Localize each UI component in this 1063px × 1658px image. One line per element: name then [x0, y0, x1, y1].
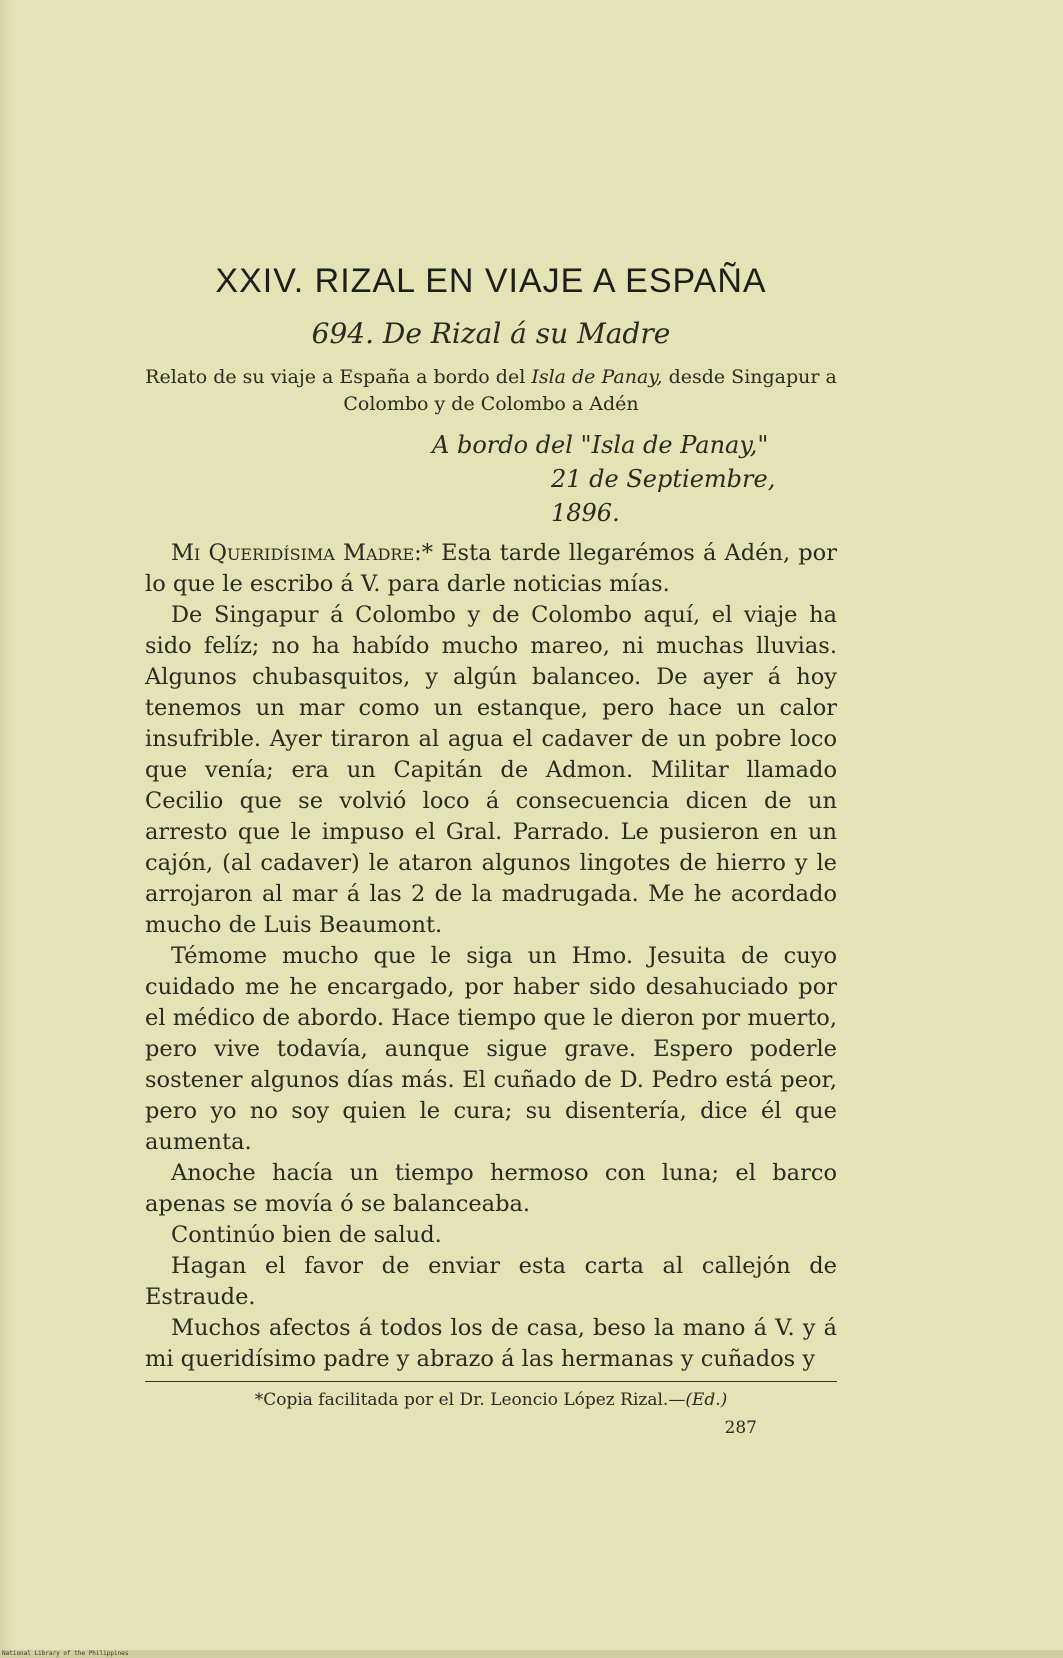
letter-heading: 694. De Rizal á su Madre — [311, 317, 671, 350]
page-content — [145, 262, 837, 1438]
summary-text-post: desde Singapur a Colombo y de Colombo a Adén — [343, 366, 837, 415]
summary-ship-name: Isla de Panay, — [531, 366, 663, 388]
salutation: Mi Queridísima Madre: — [171, 540, 422, 566]
summary-text-pre: Relato de su viaje a España a bordo del — [145, 366, 532, 388]
letter-body — [145, 538, 837, 1375]
footnote-divider — [145, 1381, 837, 1382]
page-edge — [0, 0, 14, 1658]
paragraph: Anoche hacía un tiempo hermoso con luna; el barco apenas se movía ó se balanceaba. — [145, 1160, 837, 1217]
letter-summary — [145, 364, 837, 418]
dateline — [145, 428, 837, 530]
footnote-text: *Copia facilitada por el Dr. Leoncio López Rizal.— — [254, 1390, 686, 1410]
paragraph-text: * Esta tarde llegarémos á Adén, por lo que le escribo á V. para darle noticias mías. — [145, 540, 837, 597]
paragraph: Hagan el favor de enviar esta carta al callejón de Estraude. — [145, 1253, 837, 1310]
dateline-place: A bordo del "Isla de Panay," — [432, 431, 769, 459]
paragraph: Muchos afectos á todos los de casa, beso la mano á V. y á mi queridísimo padre y abrazo á las hermanas y cuñados y — [145, 1315, 837, 1372]
paragraph: Témome mucho que le siga un Hmo. Jesuita de cuyo cuidado me he encargado, por haber sido desahuciado por el médico de abordo. Hace tiempo que le dieron por muerto, pero vive todavía, aunque sigue grave. Espero poderle sostener algunos días más. El cuñado de D. Pedro está peor, pero yo no soy quien le cura; su disentería, dice él que aumenta. — [145, 943, 837, 1155]
footnote-editor: (Ed.) — [685, 1390, 728, 1410]
footnote — [145, 1390, 837, 1410]
paragraph: De Singapur á Colombo y de Colombo aquí, el viaje ha sido felíz; no ha habído mucho mareo, ni muchas lluvias. Algunos chubasquitos, y algún balanceo. De ayer á hoy tenemos un mar como un estanque, pero hace un calor insufrible. Ayer tiraron al agua el cadaver de un pobre loco que venía; era un Capitán de Admon. Militar llamado Cecilio que se volvió loco á consecuencia dicen de un arresto que le impuso el Gral. Parrado. Le pusieron en un cajón, (al cadaver) le ataron algunos lingotes de hierro y le arrojaron al mar á las 2 de la madrugada. Me he acordado mucho de Luis Beaumont. — [145, 602, 837, 938]
dateline-date: 21 de Septiembre, 1896. — [551, 465, 776, 527]
paragraph: Continúo bien de salud. — [171, 1222, 442, 1248]
paragraph — [145, 538, 837, 600]
page-number: 287 — [724, 1418, 757, 1438]
library-stamp: National Library of the Philippines — [2, 1650, 129, 1657]
chapter-title: XXIV. RIZAL EN VIAJE A ESPAÑA — [215, 262, 767, 300]
page-bottom-edge — [0, 1650, 1063, 1658]
